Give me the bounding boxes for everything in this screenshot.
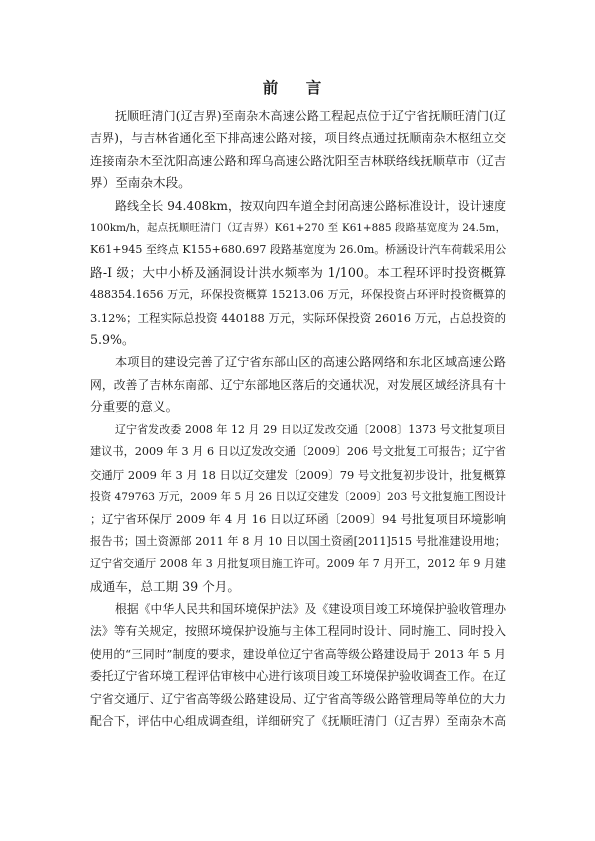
text-line: ；辽宁省环保厅 2009 年 4 月 16 日以辽环函〔2009〕94 号批复项目环境影响 xyxy=(90,512,506,527)
text-line: 路-I 级；大中小桥及涵洞设计洪水频率为 1/100。本工程环评时投资概算 xyxy=(90,264,506,280)
text-line: 本项目的建设完善了辽宁省东部山区的高速公路网络和东北区域高速公路 xyxy=(115,355,506,370)
text-line: 分重要的意义。 xyxy=(90,399,179,415)
document-body xyxy=(90,105,506,732)
paragraph-4 xyxy=(90,419,506,598)
text-line: 配合下，评估中心组成调查组，详细研究了《抚顺旺清门（辽吉界）至南杂木高 xyxy=(90,713,506,728)
text-line: 成通车，总工期 39 个月。 xyxy=(90,578,240,594)
paragraph-1 xyxy=(90,105,506,195)
page-title: 前 言 xyxy=(262,78,333,97)
text-line: 网，改善了吉林东南部、辽宁东部地区落后的交通状况，对发展区域经济具有十 xyxy=(90,377,506,392)
text-line: 投资 479763 万元，2009 年 5 月 26 日以辽交建发〔2009〕203 号文批复施工图设计 xyxy=(90,490,506,503)
text-line: 辽宁省发改委 2008 年 12 月 29 日以辽发改交通〔2008〕1373 号文批复项目 xyxy=(115,422,506,436)
text-line: 抚顺旺清门(辽吉界)至南杂木高速公路工程起点位于辽宁省抚顺旺清门(辽 xyxy=(115,109,506,123)
text-line: 连接南杂木至沈阳高速公路和珲乌高速公路沈阳至吉林联络线抚顺草市（辽吉 xyxy=(90,153,506,168)
text-line: 5.9%。 xyxy=(90,332,135,348)
text-line: 100km/h，起点抚顺旺清门（辽吉界）K61+270 至 K61+885 段路基宽度为 24.5m， xyxy=(90,222,506,235)
text-line: 根据《中华人民共和国环境保护法》及《建设项目竣工环境保护验收管理办 xyxy=(115,601,506,616)
text-line: 路线全长 94.408km，按双向四车道全封闭高速公路标准设计，设计速度 xyxy=(115,198,506,213)
text-line: 法》等有关规定，按照环境保护设施与主体工程同时设计、同时施工、同时投入 xyxy=(90,624,506,639)
text-line: 辽宁省交通厅 2008 年 3 月批复项目施工许可。2009 年 7 月开工，2012 年 9 月建 xyxy=(90,557,506,571)
paragraph-5 xyxy=(90,598,506,732)
text-line: 界）至南杂木段。 xyxy=(90,175,191,191)
text-line: 使用的“三同时”制度的要求，建设单位辽宁省高等级公路建设局于 2013 年 5 月 xyxy=(90,646,506,661)
text-line: K61+945 至终点 K155+680.697 段路基宽度为 26.0m。桥涵设计汽车荷载采用公 xyxy=(90,243,507,257)
text-line: 3.12%；工程实际总投资 440188 万元，实际环保投资 26016 万元，占总投资的 xyxy=(90,310,506,325)
text-line: 委托辽宁省环境工程评估审核中心进行该项目竣工环境保护验收调查工作。在辽 xyxy=(90,669,506,684)
text-line: 宁省交通厅、辽宁省高等级公路建设局、辽宁省高等级公路管理局等单位的大力 xyxy=(90,691,506,706)
text-line: 交通厅 2009 年 3 月 18 日以辽交建发〔2009〕79 号文批复初步设计，批复概算 xyxy=(90,467,506,482)
paragraph-2 xyxy=(90,195,506,352)
text-line: 报告书；国土资源部 2011 年 8 月 10 日以国土资函[2011]515 号批准建设用地； xyxy=(90,534,506,548)
paragraph-3 xyxy=(90,351,506,418)
text-line: 488354.1656 万元，环保投资概算 15213.06 万元，环保投资占环评时投资概算的 xyxy=(90,288,506,302)
text-line: 吉界)，与吉林省通化至下排高速公路对接，项目终点通过抚顺南杂木枢纽立交 xyxy=(90,131,506,146)
text-line: 建议书，2009 年 3 月 6 日以辽发改交通〔2009〕206 号文批复工可报告；辽宁省 xyxy=(90,445,506,459)
